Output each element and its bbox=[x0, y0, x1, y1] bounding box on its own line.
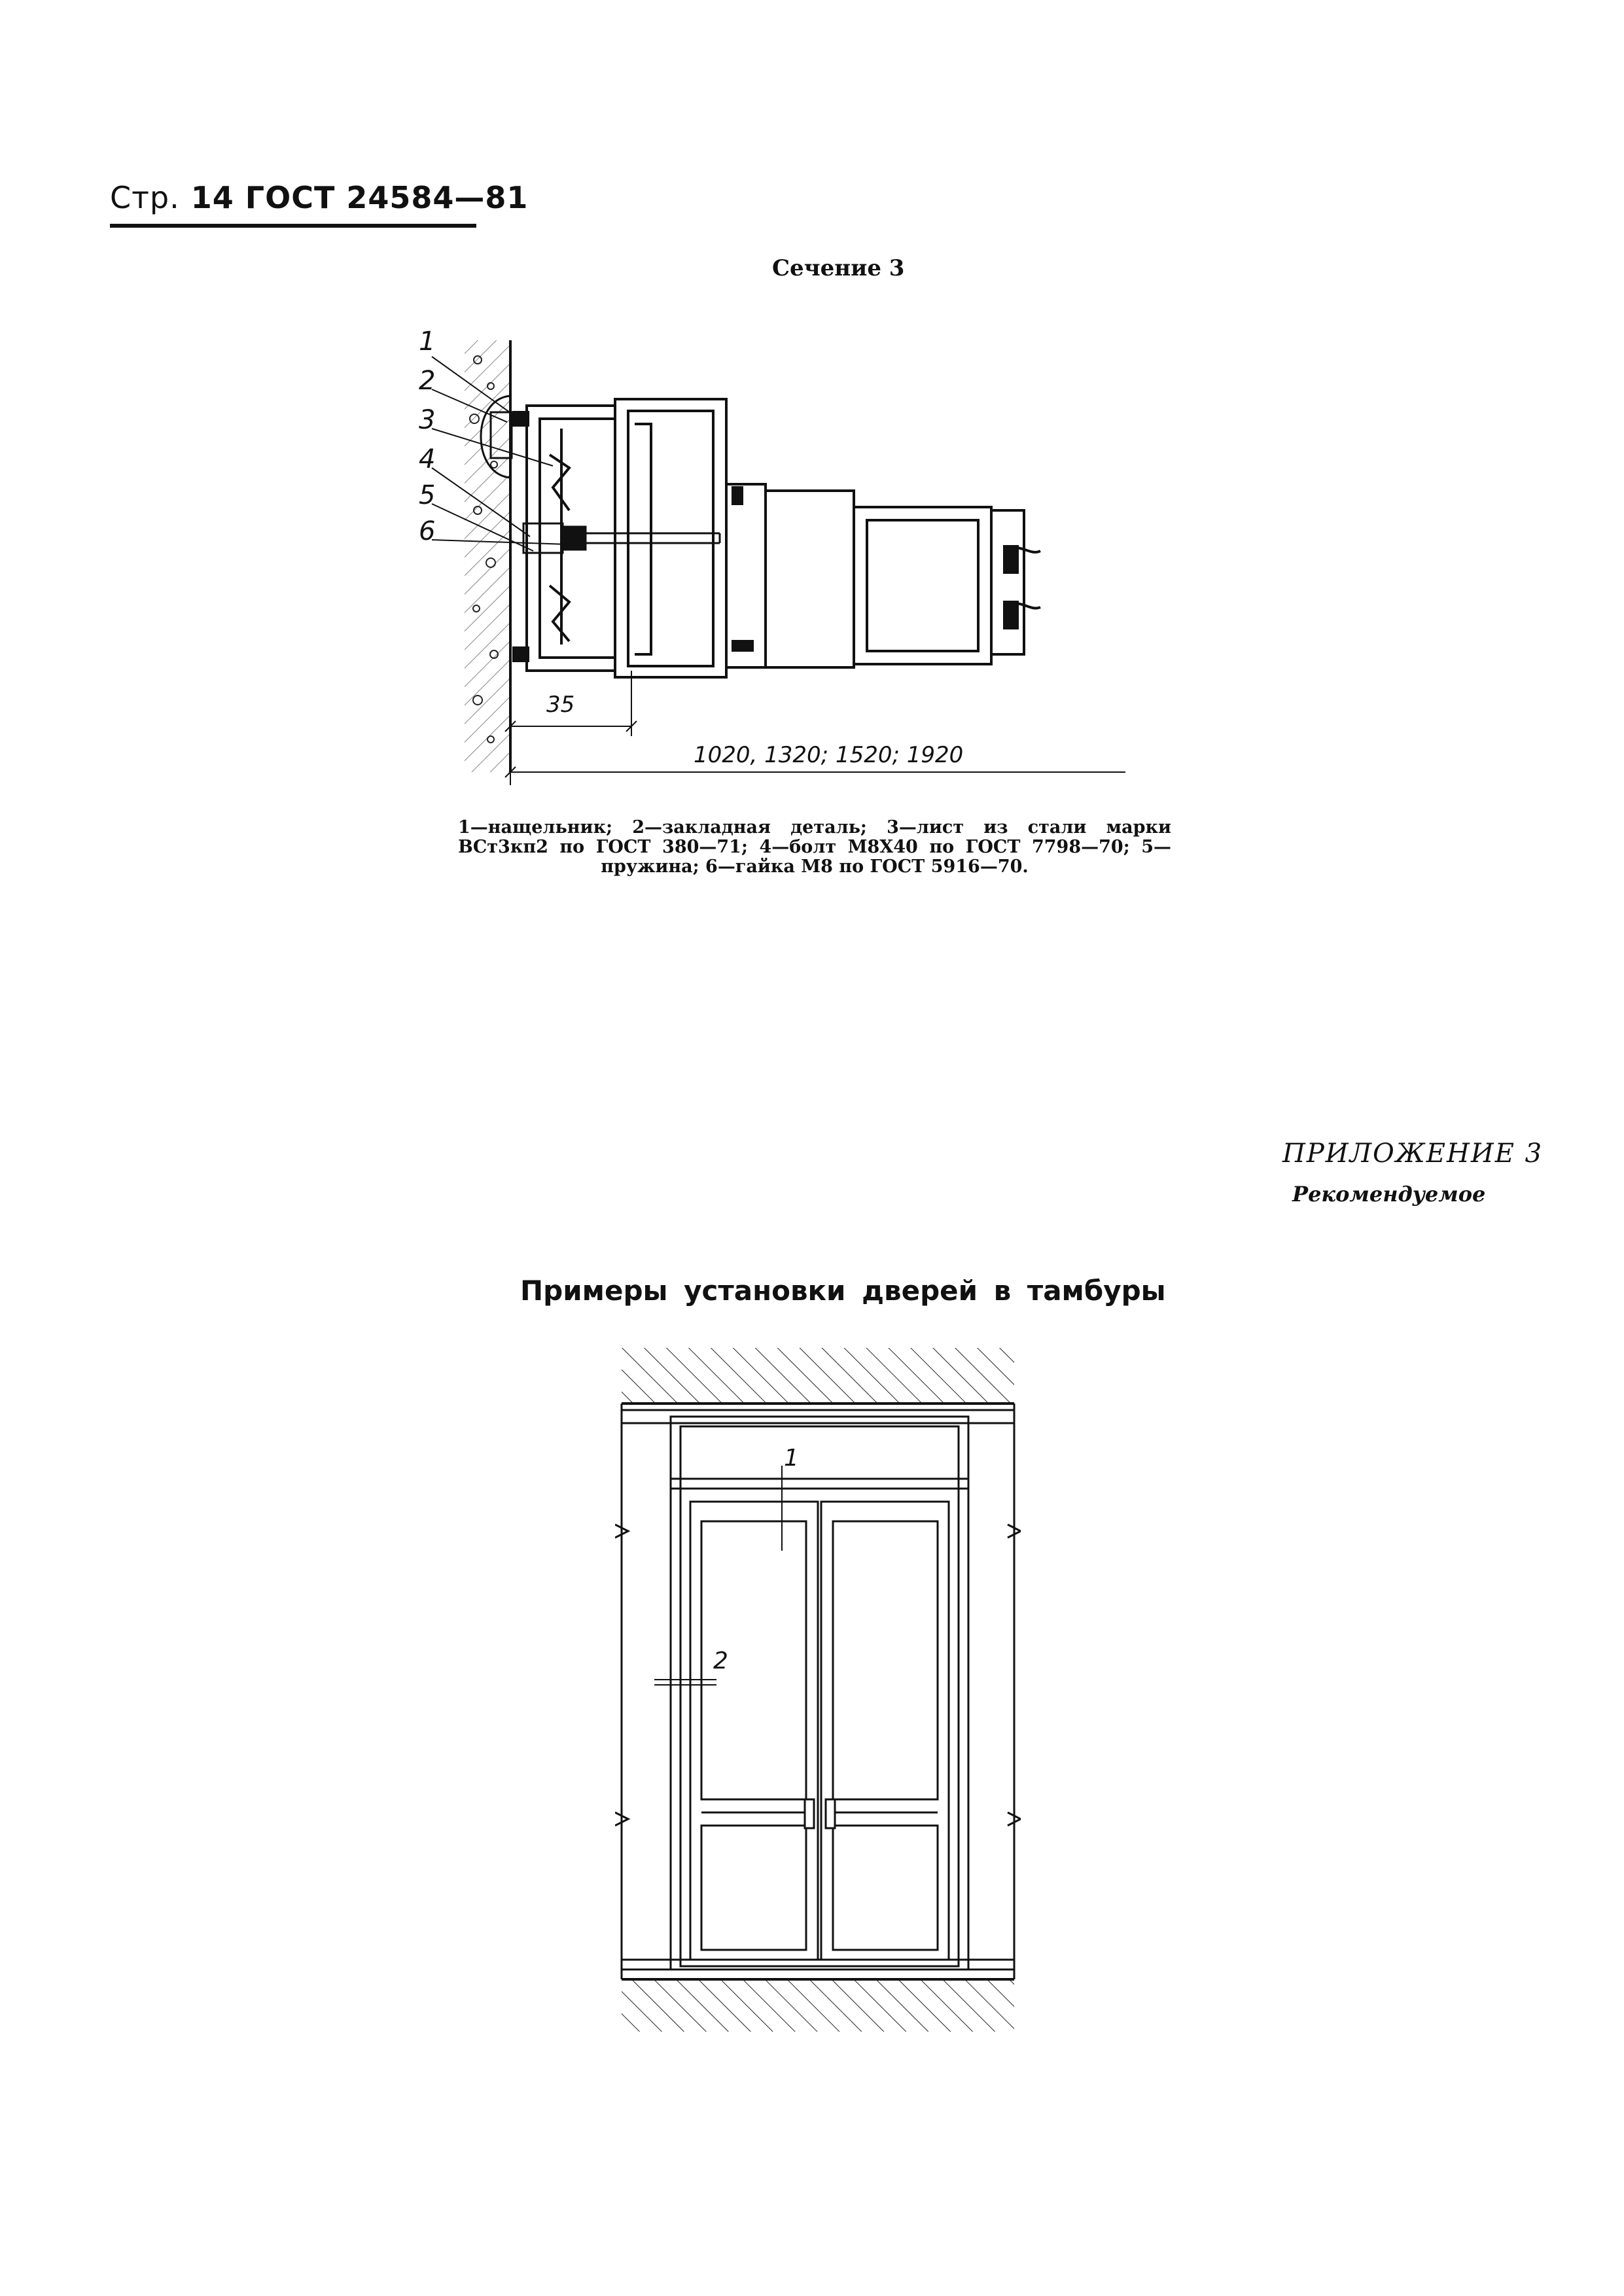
section-drawing bbox=[393, 314, 1125, 811]
wall-section bbox=[465, 340, 512, 772]
door-leaves bbox=[690, 1502, 949, 1960]
page-prefix: Стр. bbox=[110, 180, 180, 215]
dimension-widths: 1020, 1320; 1520; 1920 bbox=[694, 742, 964, 768]
callout-6: 6 bbox=[419, 516, 436, 546]
section-title: Сечение 3 bbox=[772, 255, 905, 281]
header-rule bbox=[110, 224, 476, 228]
page-number: 14 bbox=[190, 180, 234, 215]
appendix-status: Рекомендуемое bbox=[1292, 1182, 1486, 1207]
bolt-assembly bbox=[523, 510, 720, 569]
callout-2: 2 bbox=[419, 366, 436, 396]
callout-4: 4 bbox=[419, 444, 436, 474]
appendix-callout-1: 1 bbox=[784, 1445, 799, 1472]
door-elevation-drawing bbox=[615, 1341, 1021, 2035]
frame-profile bbox=[514, 399, 1040, 677]
appendix-title: Примеры установки дверей в тамбуры bbox=[520, 1275, 1166, 1307]
figure-caption: 1—нащельник; 2—закладная деталь; 3—лист из стали марки ВСт3кп2 по ГОСТ 380—71; 4—болт М8Х40 по ГОСТ 7798—70; 5—пружина; 6—гайка М8 по ГОСТ 5916—70. bbox=[458, 817, 1171, 877]
callout-3: 3 bbox=[419, 405, 436, 435]
door-handles bbox=[805, 1799, 835, 1828]
callout-5: 5 bbox=[419, 480, 436, 510]
appendix-callout-2: 2 bbox=[713, 1648, 728, 1674]
dimension-35: 35 bbox=[546, 692, 575, 718]
standard-code: ГОСТ 24584—81 bbox=[245, 180, 529, 215]
page-header bbox=[110, 180, 528, 215]
callout-1: 1 bbox=[419, 327, 436, 357]
callout-labels bbox=[419, 327, 435, 546]
appendix-label: ПРИЛОЖЕНИЕ 3 bbox=[1282, 1139, 1544, 1169]
